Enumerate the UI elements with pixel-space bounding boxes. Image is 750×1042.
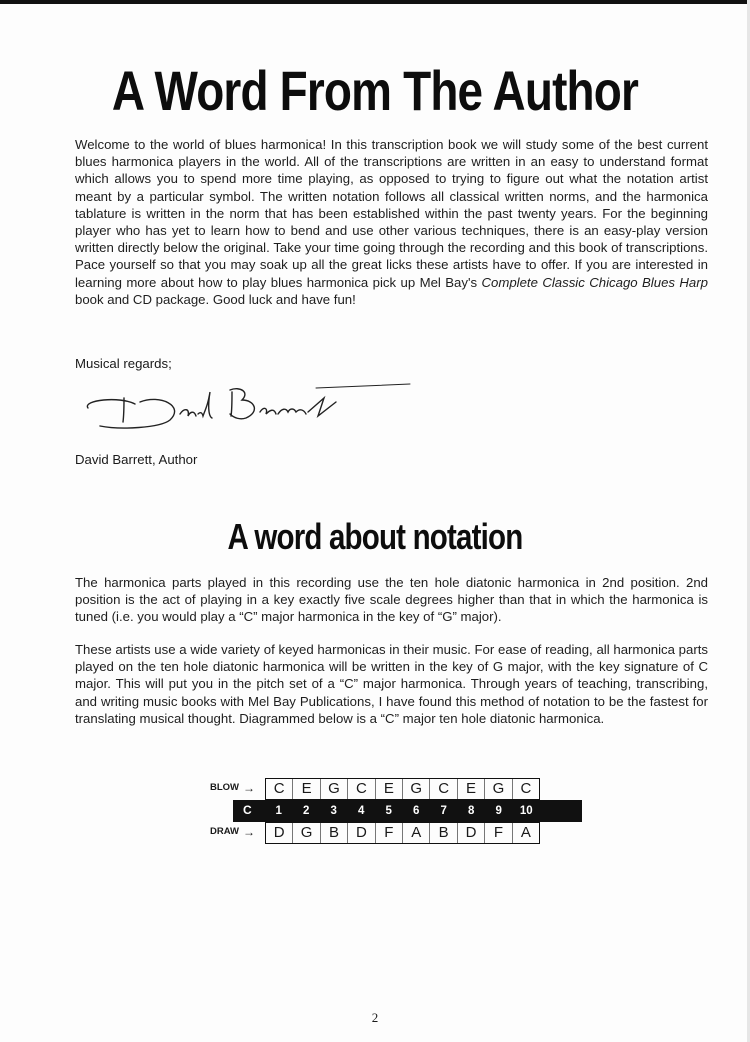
hole-number: 8 [468, 805, 475, 817]
author-name: David Barrett, Author [75, 452, 198, 467]
blow-notes [265, 778, 540, 800]
draw-note-cell: B [320, 823, 347, 843]
hole-number: 5 [385, 805, 392, 817]
hole-number: 1 [275, 805, 282, 817]
draw-row [210, 822, 582, 844]
draw-label: DRAW [210, 826, 240, 837]
draw-note-cell: D [457, 823, 484, 843]
hole-number: 6 [413, 805, 420, 817]
book-title-italic: Complete Classic Chicago Blues Harp [481, 274, 708, 290]
hole-number-row [210, 800, 582, 822]
notation-paragraph-2: These artists use a wide variety of keyed harmonicas in their music. For ease of reading, all harmonica parts played on the ten hole diatonic harmonica will be written in the key of G major, with the key signature of C major. This will put you in the pitch set of a “C” major harmonica. Through years of teaching, transcribing, and writing music books with Mel Bay Publications, I have found this method of notation to be the fastest for translating musical thought. Diagrammed below is a “C” major ten hole diatonic harmonica. [75, 642, 708, 726]
hole-number-bar [233, 800, 582, 822]
page-title: A Word From The Author [111, 59, 639, 122]
blow-arrow-icon: → [243, 781, 255, 795]
notation-paragraph-1: The harmonica parts played in this recording use the ten hole diatonic harmonica in 2nd position. 2nd position is the act of playing in a key exactly five scale degrees higher than that in which the harmonica is tuned (i.e. you would play a “C” major harmonica in the key of “G” major). [75, 575, 708, 625]
notation-heading: A word about notation [227, 516, 523, 557]
page-top-border [0, 0, 750, 4]
draw-note-cell: B [429, 823, 456, 843]
hole-number: 10 [519, 805, 533, 817]
blow-note-cell: G [484, 779, 511, 799]
blow-note-cell: C [512, 779, 539, 799]
blow-note-cell: E [375, 779, 402, 799]
blow-note-cell: G [402, 779, 429, 799]
author-signature [80, 378, 420, 438]
harmonica-diagram [210, 778, 582, 844]
hole-number: 4 [358, 805, 365, 817]
draw-note-cell: D [273, 824, 285, 841]
draw-note-cell: F [375, 823, 402, 843]
blow-note-cell: C [429, 779, 456, 799]
draw-note-cell: D [347, 823, 374, 843]
blow-note-cell: E [457, 779, 484, 799]
draw-notes [265, 822, 540, 844]
draw-note-cell: A [512, 823, 539, 843]
blow-row [210, 778, 582, 800]
hole-number: 3 [330, 805, 337, 817]
hole-number: 9 [495, 805, 502, 817]
blow-note-cell: G [320, 779, 347, 799]
harmonica-key: C [243, 803, 252, 817]
blow-label: BLOW [210, 782, 240, 793]
blow-note-cell: C [347, 779, 374, 799]
hole-number: 7 [440, 805, 447, 817]
draw-arrow-icon: → [243, 825, 255, 839]
blow-note-cell: C [273, 780, 285, 797]
hole-number: 2 [303, 805, 310, 817]
draw-note-cell: F [484, 823, 511, 843]
hole-numbers [265, 800, 540, 822]
intro-text-segment: Welcome to the world of blues harmonica! In this transcription book we will study some of the best current blues harmonica players in the world. All of the transcriptions are written in an easy to understand format which allows you to spend more time playing, as opposed to trying to figure out what the notation artist meant by a particular symbol. The written notation follows all classical written norms, and the harmonica tablature is written in the norm that has been established within the past twenty years. For the beginning player who has yet to learn how to bend and use other various techniques, there is an easy-play version written directly below the original. Take your time going through the recording and this book of transcriptions. Pace yourself so that you may soak up all the great licks these artists have to offer. If you are interested in learning more about how to play blues harmonica pick up Mel Bay's [75, 137, 708, 290]
closing-regards: Musical regards; [75, 356, 172, 371]
intro-paragraph [75, 136, 708, 308]
blow-note-cell: E [292, 779, 319, 799]
intro-text-segment: book and CD package. Good luck and have fun! [75, 291, 356, 307]
page-number: 2 [371, 1010, 379, 1025]
draw-note-cell: G [292, 823, 319, 843]
draw-note-cell: A [402, 823, 429, 843]
